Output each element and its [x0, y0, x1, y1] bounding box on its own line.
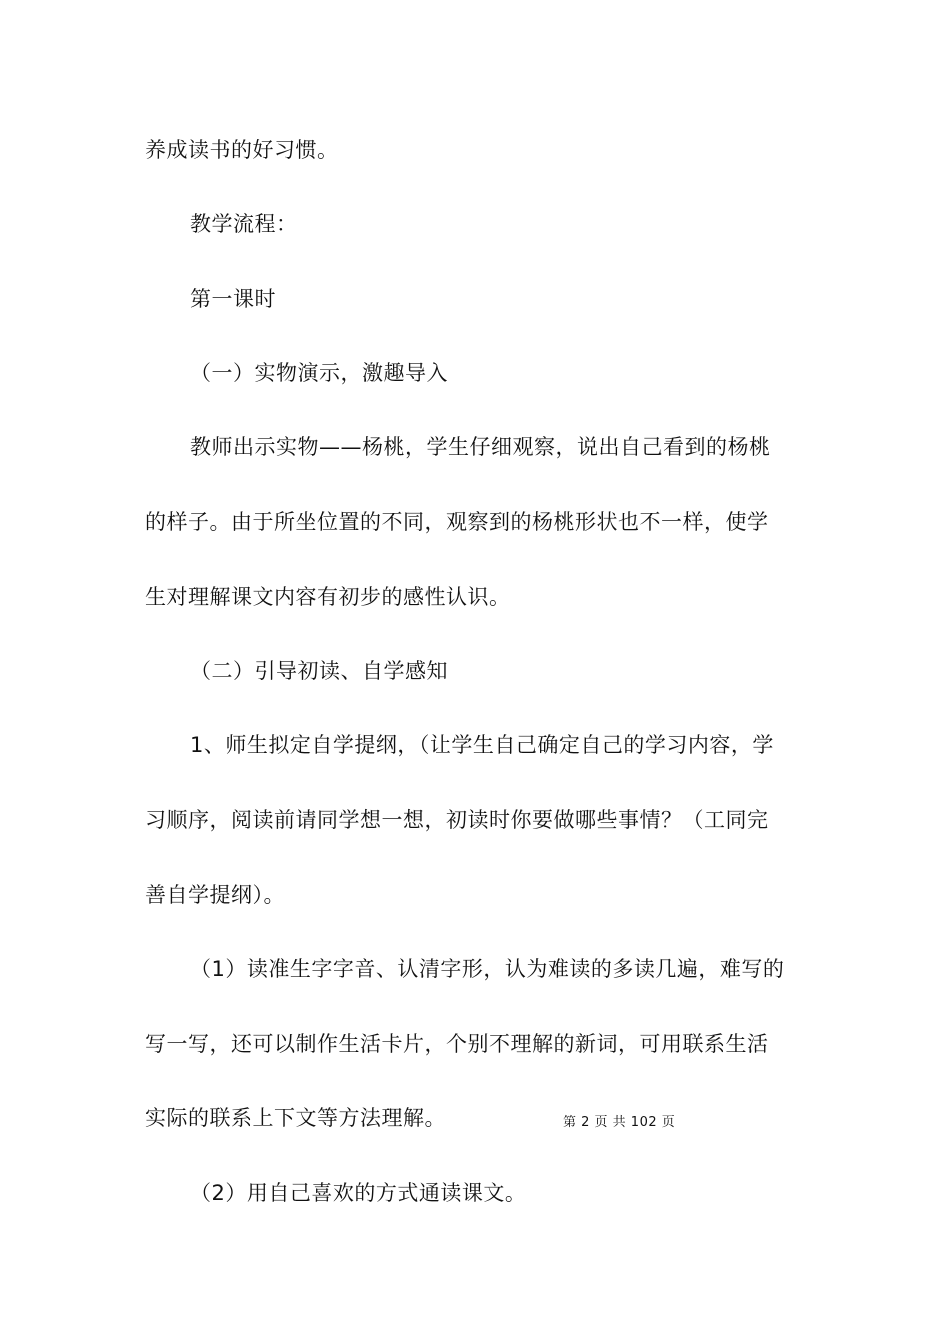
text-line: 善自学提纲）。	[145, 883, 285, 907]
text-line: （2）用自己喜欢的方式通读课文。	[190, 1181, 527, 1205]
text-line: 教学流程：	[190, 212, 298, 236]
text-line: （1）读准生字字音、认清字形，认为难读的多读几遍，难写的	[190, 957, 785, 981]
page-number-footer: 第 2 页 共 102 页	[563, 1115, 676, 1130]
section-heading: （一）实物演示，激趣导入	[190, 361, 448, 385]
text-line: 教师出示实物——杨桃，学生仔细观察，说出自己看到的杨桃	[190, 435, 771, 459]
text-line: 写一写，还可以制作生活卡片，个别不理解的新词，可用联系生活	[145, 1032, 769, 1056]
text-line: 习顺序，阅读前请同学想一想，初读时你要做哪些事情？（工同完	[145, 808, 769, 832]
text-line: 养成读书的好习惯。	[145, 138, 339, 162]
text-line: 生对理解课文内容有初步的感性认识。	[145, 585, 511, 609]
section-heading: （二）引导初读、自学感知	[190, 659, 448, 683]
text-line: 1、师生拟定自学提纲，（让学生自己确定自己的学习内容，学	[190, 733, 774, 757]
text-line: 实际的联系上下文等方法理解。	[145, 1106, 446, 1130]
text-line: 的样子。由于所坐位置的不同，观察到的杨桃形状也不一样，使学	[145, 510, 769, 534]
section-heading: 第一课时	[190, 287, 276, 311]
